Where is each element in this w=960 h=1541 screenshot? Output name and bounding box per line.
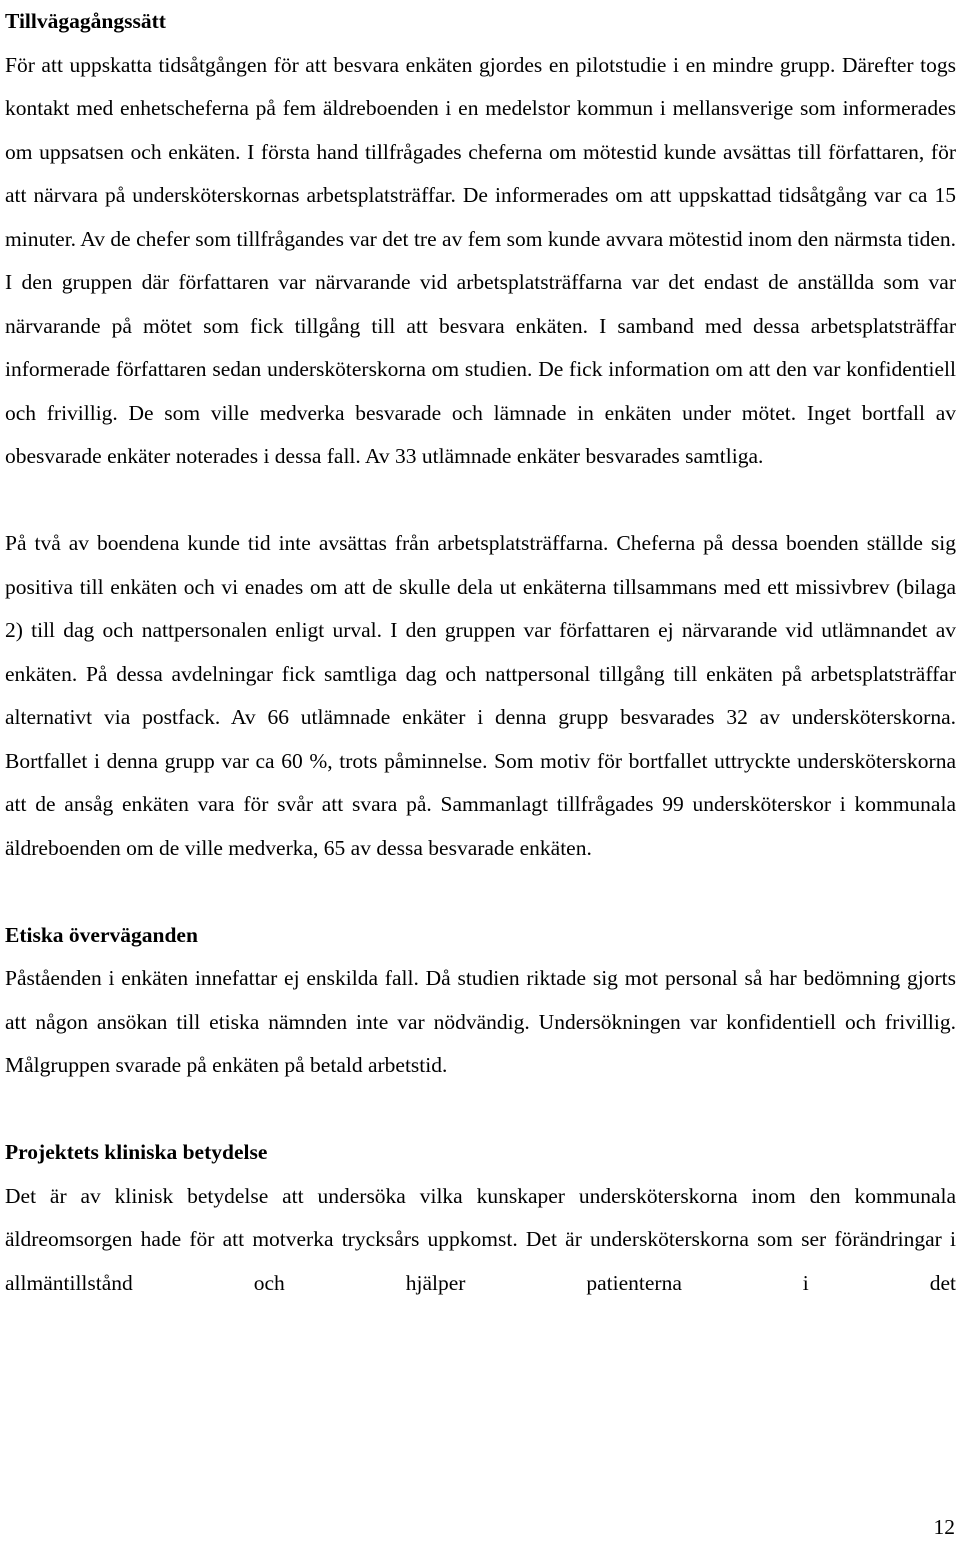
document-page bbox=[5, 0, 956, 1305]
paragraph-ethics: Påståenden i enkäten innefattar ej enskilda fall. Då studien riktade sig mot personal så har bedömning gjorts att någon ansökan till etiska nämnden inte var nödvändig. Undersökningen var konfidentiell och frivillig. Målgruppen svarade på enkäten på betald arbetstid. bbox=[5, 966, 956, 1077]
paragraph-spacer bbox=[5, 870, 956, 914]
paragraph-spacer bbox=[5, 479, 956, 523]
section-heading-kliniska-betydelse: Projektets kliniska betydelse bbox=[5, 1140, 268, 1164]
section-heading-etiska-overvaganden: Etiska överväganden bbox=[5, 922, 198, 947]
section-heading-tillvagagangssatt: Tillvägagångssätt bbox=[5, 9, 166, 33]
paragraph-method-2: På två av boendena kunde tid inte avsättas från arbetsplatsträffarna. Cheferna på dessa boenden ställde sig positiva till enkäten och vi enades om att de skulle dela ut enkäterna tillsammans med ett missivbrev (bilaga 2) till dag och nattpersonalen enligt urval. I den gruppen var författaren ej närvarande vid utlämnandet av enkäten. På dessa avdelningar fick samtliga dag och nattpersonal tillgång till enkäten på arbetsplatsträffar alternativt via postfack. Av 66 utlämnade enkäter i denna grupp besvarades 32 av undersköterskorna. Bortfallet i denna grupp var ca 60 %, trots påminnelse. Som motiv för bortfallet uttryckte undersköterskorna att de ansåg enkäten vara för svår att svara på. Sammanlagt tillfrågades 99 undersköterskor i kommunala äldreboenden om de ville medverka, 65 av dessa besvarade enkäten. bbox=[5, 531, 956, 860]
paragraph-method-1: För att uppskatta tidsåtgången för att besvara enkäten gjordes en pilotstudie i en mindre grupp. Därefter togs kontakt med enhetscheferna på fem äldreboenden i en medelstor kommun i mellansverige som informerades om uppsatsen och enkäten. I första hand tillfrågades cheferna om mötestid kunde avsättas till författaren, för att närvara på undersköterskornas arbetsplatsträffar. De informerades om att uppskattad tidsåtgång var ca 15 minuter. Av de chefer som tillfrågandes var det tre av fem som kunde avvara mötestid inom den närmsta tiden. I den gruppen där författaren var närvarande vid arbetsplatsträffarna var det endast de anställda som var närvarande på mötet som fick tillgång till att besvara enkäten. I samband med dessa arbetsplatsträffar informerade författaren sedan undersköterskorna om studien. De fick information om att den var konfidentiell och frivillig. De som ville medverka besvarade och lämnade in enkäten under mötet. Inget bortfall av obesvarade enkäter noterades i dessa fall. Av 33 utlämnade enkäter besvarades samtliga. bbox=[5, 52, 956, 468]
page-number: 12 bbox=[933, 1515, 955, 1539]
paragraph-spacer bbox=[5, 1088, 956, 1132]
paragraph-clinical-significance: Det är av klinisk betydelse att undersöka vilka kunskaper undersköterskorna inom den kommunala äldreomsorgen hade för att motverka trycksårs uppkomst. Det är undersköterskorna som ser förändringar i allmäntillstånd och hjälper patienterna i det bbox=[5, 1183, 956, 1295]
